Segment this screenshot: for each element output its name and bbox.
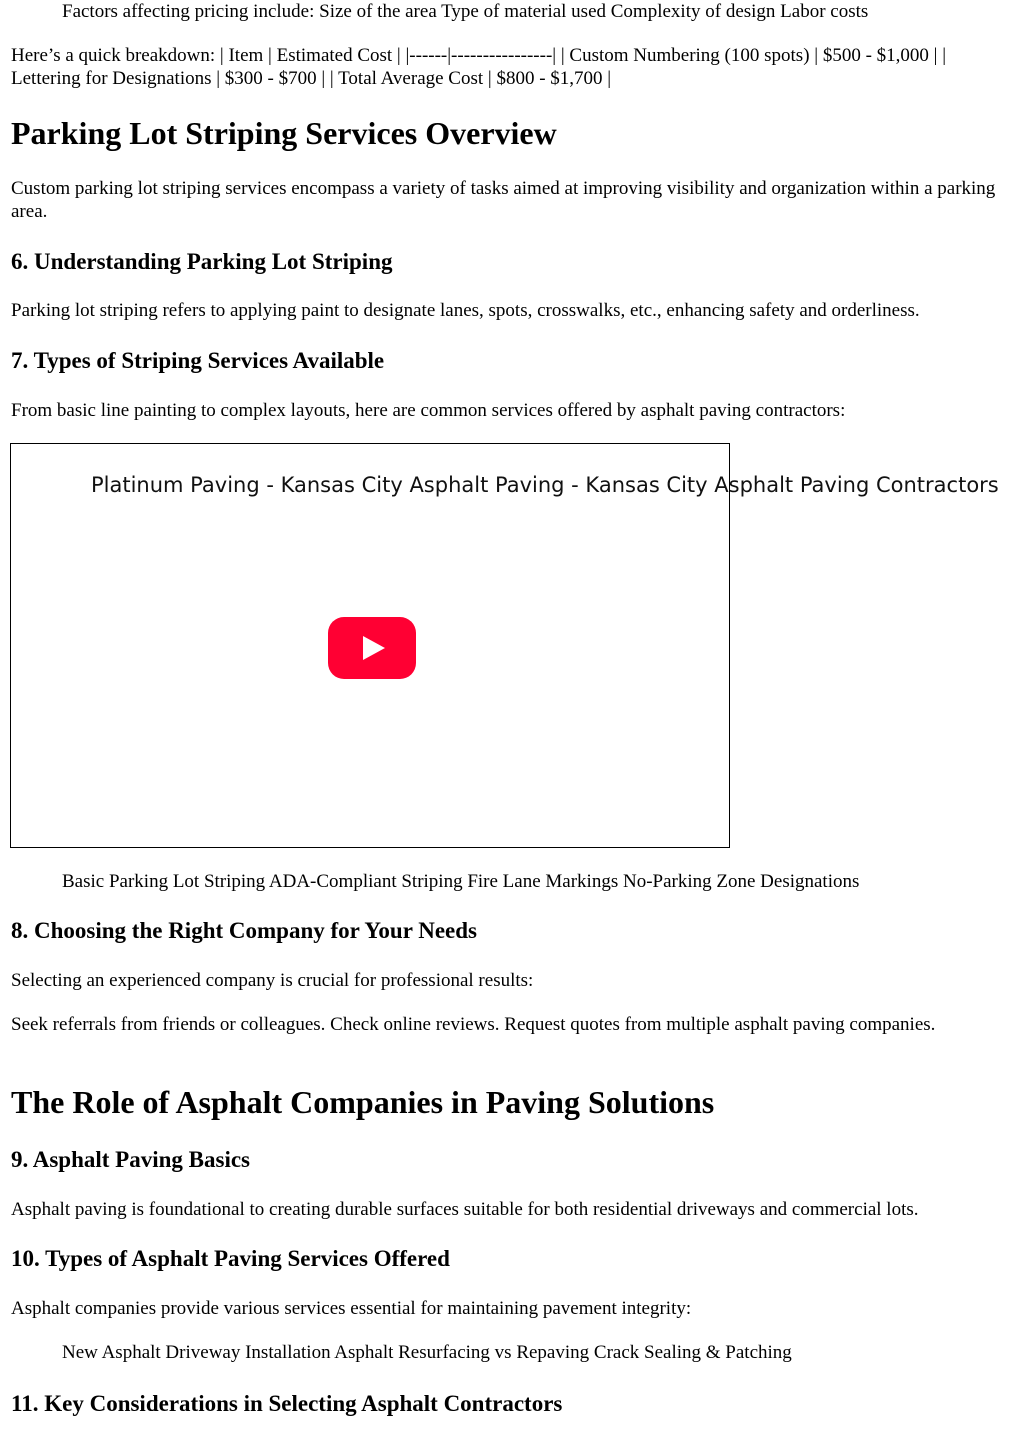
section-heading-striping-overview: Parking Lot Striping Services Overview — [11, 115, 557, 151]
cost-breakdown-text: Here’s a quick breakdown: | Item | Estimated Cost | |------|----------------| | Custom Numbering (100 spots) | $500 - $1,000 | | Lettering for Designations | $300 - $700 | | Total Average Cost | $800 - $1,700 | — [11, 45, 947, 89]
pricing-factors-text: Factors affecting pricing include: Size of the area Type of material used Complexity of design Labor costs — [62, 1, 869, 22]
choosing-company-text: Selecting an experienced company is crucial for professional results: — [11, 970, 534, 991]
heading-selecting-contractors: 11. Key Considerations in Selecting Asphalt Contractors — [11, 1391, 563, 1416]
striping-overview-intro: Custom parking lot striping services encompass a variety of tasks aimed at improving visibility and organization within a parking area. — [11, 178, 996, 222]
play-button[interactable] — [328, 617, 416, 679]
asphalt-services-text: Asphalt companies provide various services essential for maintaining pavement integrity: — [11, 1298, 692, 1319]
types-of-striping-text: From basic line painting to complex layouts, here are common services offered by asphalt paving contractors: — [11, 400, 846, 421]
heading-choosing-company: 8. Choosing the Right Company for Your Needs — [11, 918, 478, 943]
video-embed[interactable] — [10, 443, 999, 848]
heading-understanding-striping: 6. Understanding Parking Lot Striping — [11, 249, 393, 274]
asphalt-services-list: New Asphalt Driveway Installation Asphalt Resurfacing vs Repaving Crack Sealing & Patching — [62, 1342, 792, 1363]
striping-services-list: Basic Parking Lot Striping ADA-Compliant Striping Fire Lane Markings No-Parking Zone Designations — [62, 871, 860, 892]
heading-types-of-striping: 7. Types of Striping Services Available — [11, 348, 385, 373]
section-heading-asphalt-role: The Role of Asphalt Companies in Paving Solutions — [11, 1084, 715, 1120]
heading-asphalt-basics: 9. Asphalt Paving Basics — [11, 1147, 250, 1172]
heading-asphalt-services: 10. Types of Asphalt Paving Services Offered — [11, 1246, 450, 1271]
choosing-company-tips: Seek referrals from friends or colleagues. Check online reviews. Request quotes from multiple asphalt paving companies. — [11, 1014, 936, 1035]
asphalt-basics-text: Asphalt paving is foundational to creating durable surfaces suitable for both residential driveways and commercial lots. — [11, 1199, 919, 1220]
understanding-striping-text: Parking lot striping refers to applying paint to designate lanes, spots, crosswalks, etc., enhancing safety and orderliness. — [11, 300, 920, 321]
video-title[interactable]: Platinum Paving - Kansas City Asphalt Paving - Kansas City Asphalt Paving Contractors — [91, 473, 999, 497]
play-icon[interactable] — [328, 617, 416, 679]
